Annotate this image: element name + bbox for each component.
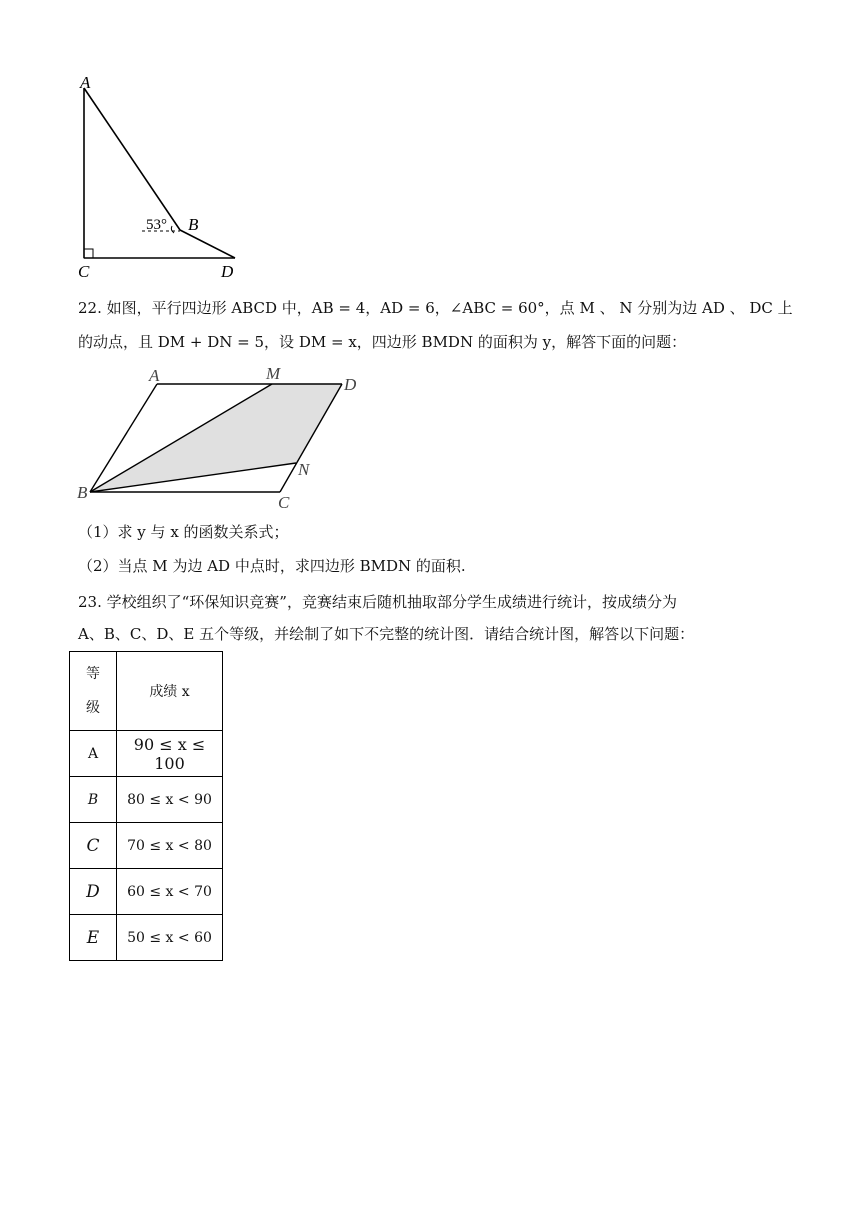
parallelogram-figure <box>70 362 370 512</box>
grade-cell: C <box>70 823 117 869</box>
label-m: M <box>266 364 281 383</box>
label-a: A <box>80 73 91 92</box>
grade-cell: D <box>70 869 117 915</box>
grade-cell: E <box>70 915 117 961</box>
q22-part2: （2）当点 M 为边 AD 中点时，求四边形 BMDN 的面积. <box>78 557 466 575</box>
label-c: C <box>278 493 290 512</box>
range-cell: 60 ≤ x < 70 <box>117 869 223 915</box>
side-ab <box>84 88 180 230</box>
angle-label: 53° <box>146 217 167 233</box>
table-row <box>70 915 223 961</box>
table-row <box>70 777 223 823</box>
table-row <box>70 731 223 777</box>
label-n: N <box>298 460 310 479</box>
label-b: B <box>77 483 88 502</box>
right-angle-mark <box>84 249 93 258</box>
triangle-figure <box>70 70 260 285</box>
table-row <box>70 823 223 869</box>
label-a: A <box>149 366 160 385</box>
label-c: C <box>78 262 90 281</box>
q22-line2: 的动点，且 DM + DN = 5，设 DM = x，四边形 BMDN 的面积为 y，解答下面的问题： <box>78 333 687 351</box>
table-row <box>70 869 223 915</box>
side-bd <box>180 230 235 258</box>
grade-cell: A <box>70 731 117 777</box>
header-grade-line2: 级 <box>86 700 100 716</box>
q22-line1: 22. 如图，平行四边形 ABCD 中，AB = 4，AD = 6，∠ABC = 60°，点 M 、 N 分别为边 AD 、 DC 上 <box>78 299 793 317</box>
range-cell: 90 ≤ x ≤ 100 <box>117 731 223 777</box>
q22-part1: （1）求 y 与 x 的函数关系式； <box>78 523 289 541</box>
header-grade-line1: 等 <box>86 666 100 682</box>
header-grade <box>70 652 117 731</box>
grade-cell: B <box>70 777 117 823</box>
angle-arc <box>171 226 174 233</box>
range-cell: 50 ≤ x < 60 <box>117 915 223 961</box>
q23-line1: 23. 学校组织了“环保知识竞赛”，竞赛结束后随机抽取部分学生成绩进行统计，按成绩分为 <box>78 593 677 611</box>
range-cell: 80 ≤ x < 90 <box>117 777 223 823</box>
label-b: B <box>188 215 199 234</box>
range-cell: 70 ≤ x < 80 <box>117 823 223 869</box>
q23-line2: A、B、C、D、E 五个等级，并绘制了如下不完整的统计图．请结合统计图，解答以下问题： <box>78 625 695 643</box>
grade-table <box>69 651 223 961</box>
table-header-row <box>70 652 223 731</box>
label-d: D <box>344 375 357 394</box>
header-score: 成绩 x <box>117 652 223 731</box>
label-d: D <box>221 262 234 281</box>
